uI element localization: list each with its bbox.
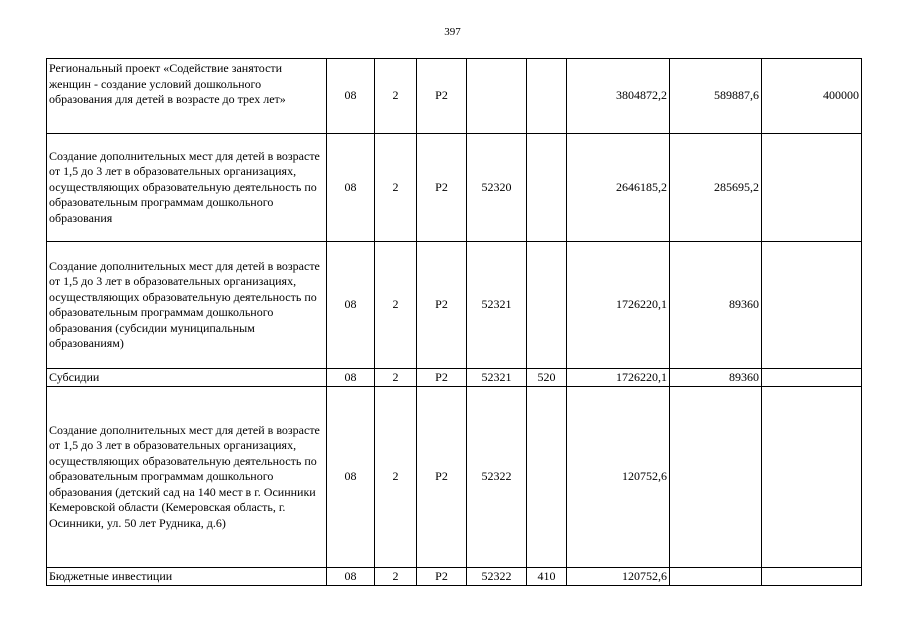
- cell-expense-type: [527, 59, 567, 134]
- cell-article: [467, 59, 527, 134]
- cell-section: 08: [327, 387, 375, 568]
- table-row: [47, 59, 862, 134]
- cell-amount-1: 120752,6: [567, 387, 670, 568]
- cell-amount-3: [762, 242, 862, 369]
- cell-amount-3: [762, 568, 862, 586]
- cell-subsection: 2: [375, 134, 417, 242]
- cell-expense-type: 410: [527, 568, 567, 586]
- cell-amount-2: [670, 387, 762, 568]
- cell-section: 08: [327, 369, 375, 387]
- cell-article: 52322: [467, 387, 527, 568]
- cell-amount-3: [762, 134, 862, 242]
- cell-amount-2: [670, 568, 762, 586]
- cell-article: 52320: [467, 134, 527, 242]
- table-row: [47, 568, 862, 586]
- table-row: [47, 134, 862, 242]
- cell-expense-type: 520: [527, 369, 567, 387]
- cell-program: P2: [417, 568, 467, 586]
- cell-amount-1: 120752,6: [567, 568, 670, 586]
- cell-program: P2: [417, 242, 467, 369]
- cell-amount-1: 3804872,2: [567, 59, 670, 134]
- cell-amount-1: 1726220,1: [567, 369, 670, 387]
- cell-section: 08: [327, 568, 375, 586]
- table-row: [47, 387, 862, 568]
- cell-amount-2: 89360: [670, 242, 762, 369]
- cell-subsection: 2: [375, 242, 417, 369]
- table-row: [47, 242, 862, 369]
- cell-amount-1: 2646185,2: [567, 134, 670, 242]
- row-name: Создание дополнительных мест для детей в возрасте от 1,5 до 3 лет в образовательных организациях, осуществляющих образовательную деятельность по образовательным программам дошкольного образования (субсидии муниципальным образованиям): [47, 242, 327, 369]
- cell-article: 52322: [467, 568, 527, 586]
- cell-amount-2: 89360: [670, 369, 762, 387]
- row-name: Региональный проект «Содействие занятости женщин - создание условий дошкольного образования для детей в возрасте до трех лет»: [47, 59, 327, 134]
- cell-program: P2: [417, 59, 467, 134]
- page-number: 397: [444, 26, 461, 38]
- cell-amount-3: 400000: [762, 59, 862, 134]
- cell-subsection: 2: [375, 387, 417, 568]
- cell-section: 08: [327, 242, 375, 369]
- cell-amount-1: 1726220,1: [567, 242, 670, 369]
- cell-subsection: 2: [375, 369, 417, 387]
- cell-program: P2: [417, 369, 467, 387]
- cell-amount-2: 285695,2: [670, 134, 762, 242]
- cell-article: 52321: [467, 369, 527, 387]
- cell-amount-2: 589887,6: [670, 59, 762, 134]
- cell-amount-3: [762, 369, 862, 387]
- row-name: Субсидии: [47, 369, 327, 387]
- cell-article: 52321: [467, 242, 527, 369]
- row-name: Бюджетные инвестиции: [47, 568, 327, 586]
- cell-program: P2: [417, 134, 467, 242]
- cell-section: 08: [327, 59, 375, 134]
- budget-table: [46, 58, 862, 586]
- cell-amount-3: [762, 387, 862, 568]
- table-row: [47, 369, 862, 387]
- cell-section: 08: [327, 134, 375, 242]
- row-name: Создание дополнительных мест для детей в возрасте от 1,5 до 3 лет в образовательных организациях, осуществляющих образовательную деятельность по образовательным программам дошкольного образования: [47, 134, 327, 242]
- cell-subsection: 2: [375, 568, 417, 586]
- cell-expense-type: [527, 242, 567, 369]
- cell-subsection: 2: [375, 59, 417, 134]
- cell-expense-type: [527, 134, 567, 242]
- cell-program: P2: [417, 387, 467, 568]
- cell-expense-type: [527, 387, 567, 568]
- row-name: Создание дополнительных мест для детей в возрасте от 1,5 до 3 лет в образовательных организациях, осуществляющих образовательную деятельность по образовательным программам дошкольного образования (детский сад на 140 мест в г. Осинники Кемеровской области (Кемеровская область, г. Осинники, ул. 50 лет Рудника, д.6): [47, 387, 327, 568]
